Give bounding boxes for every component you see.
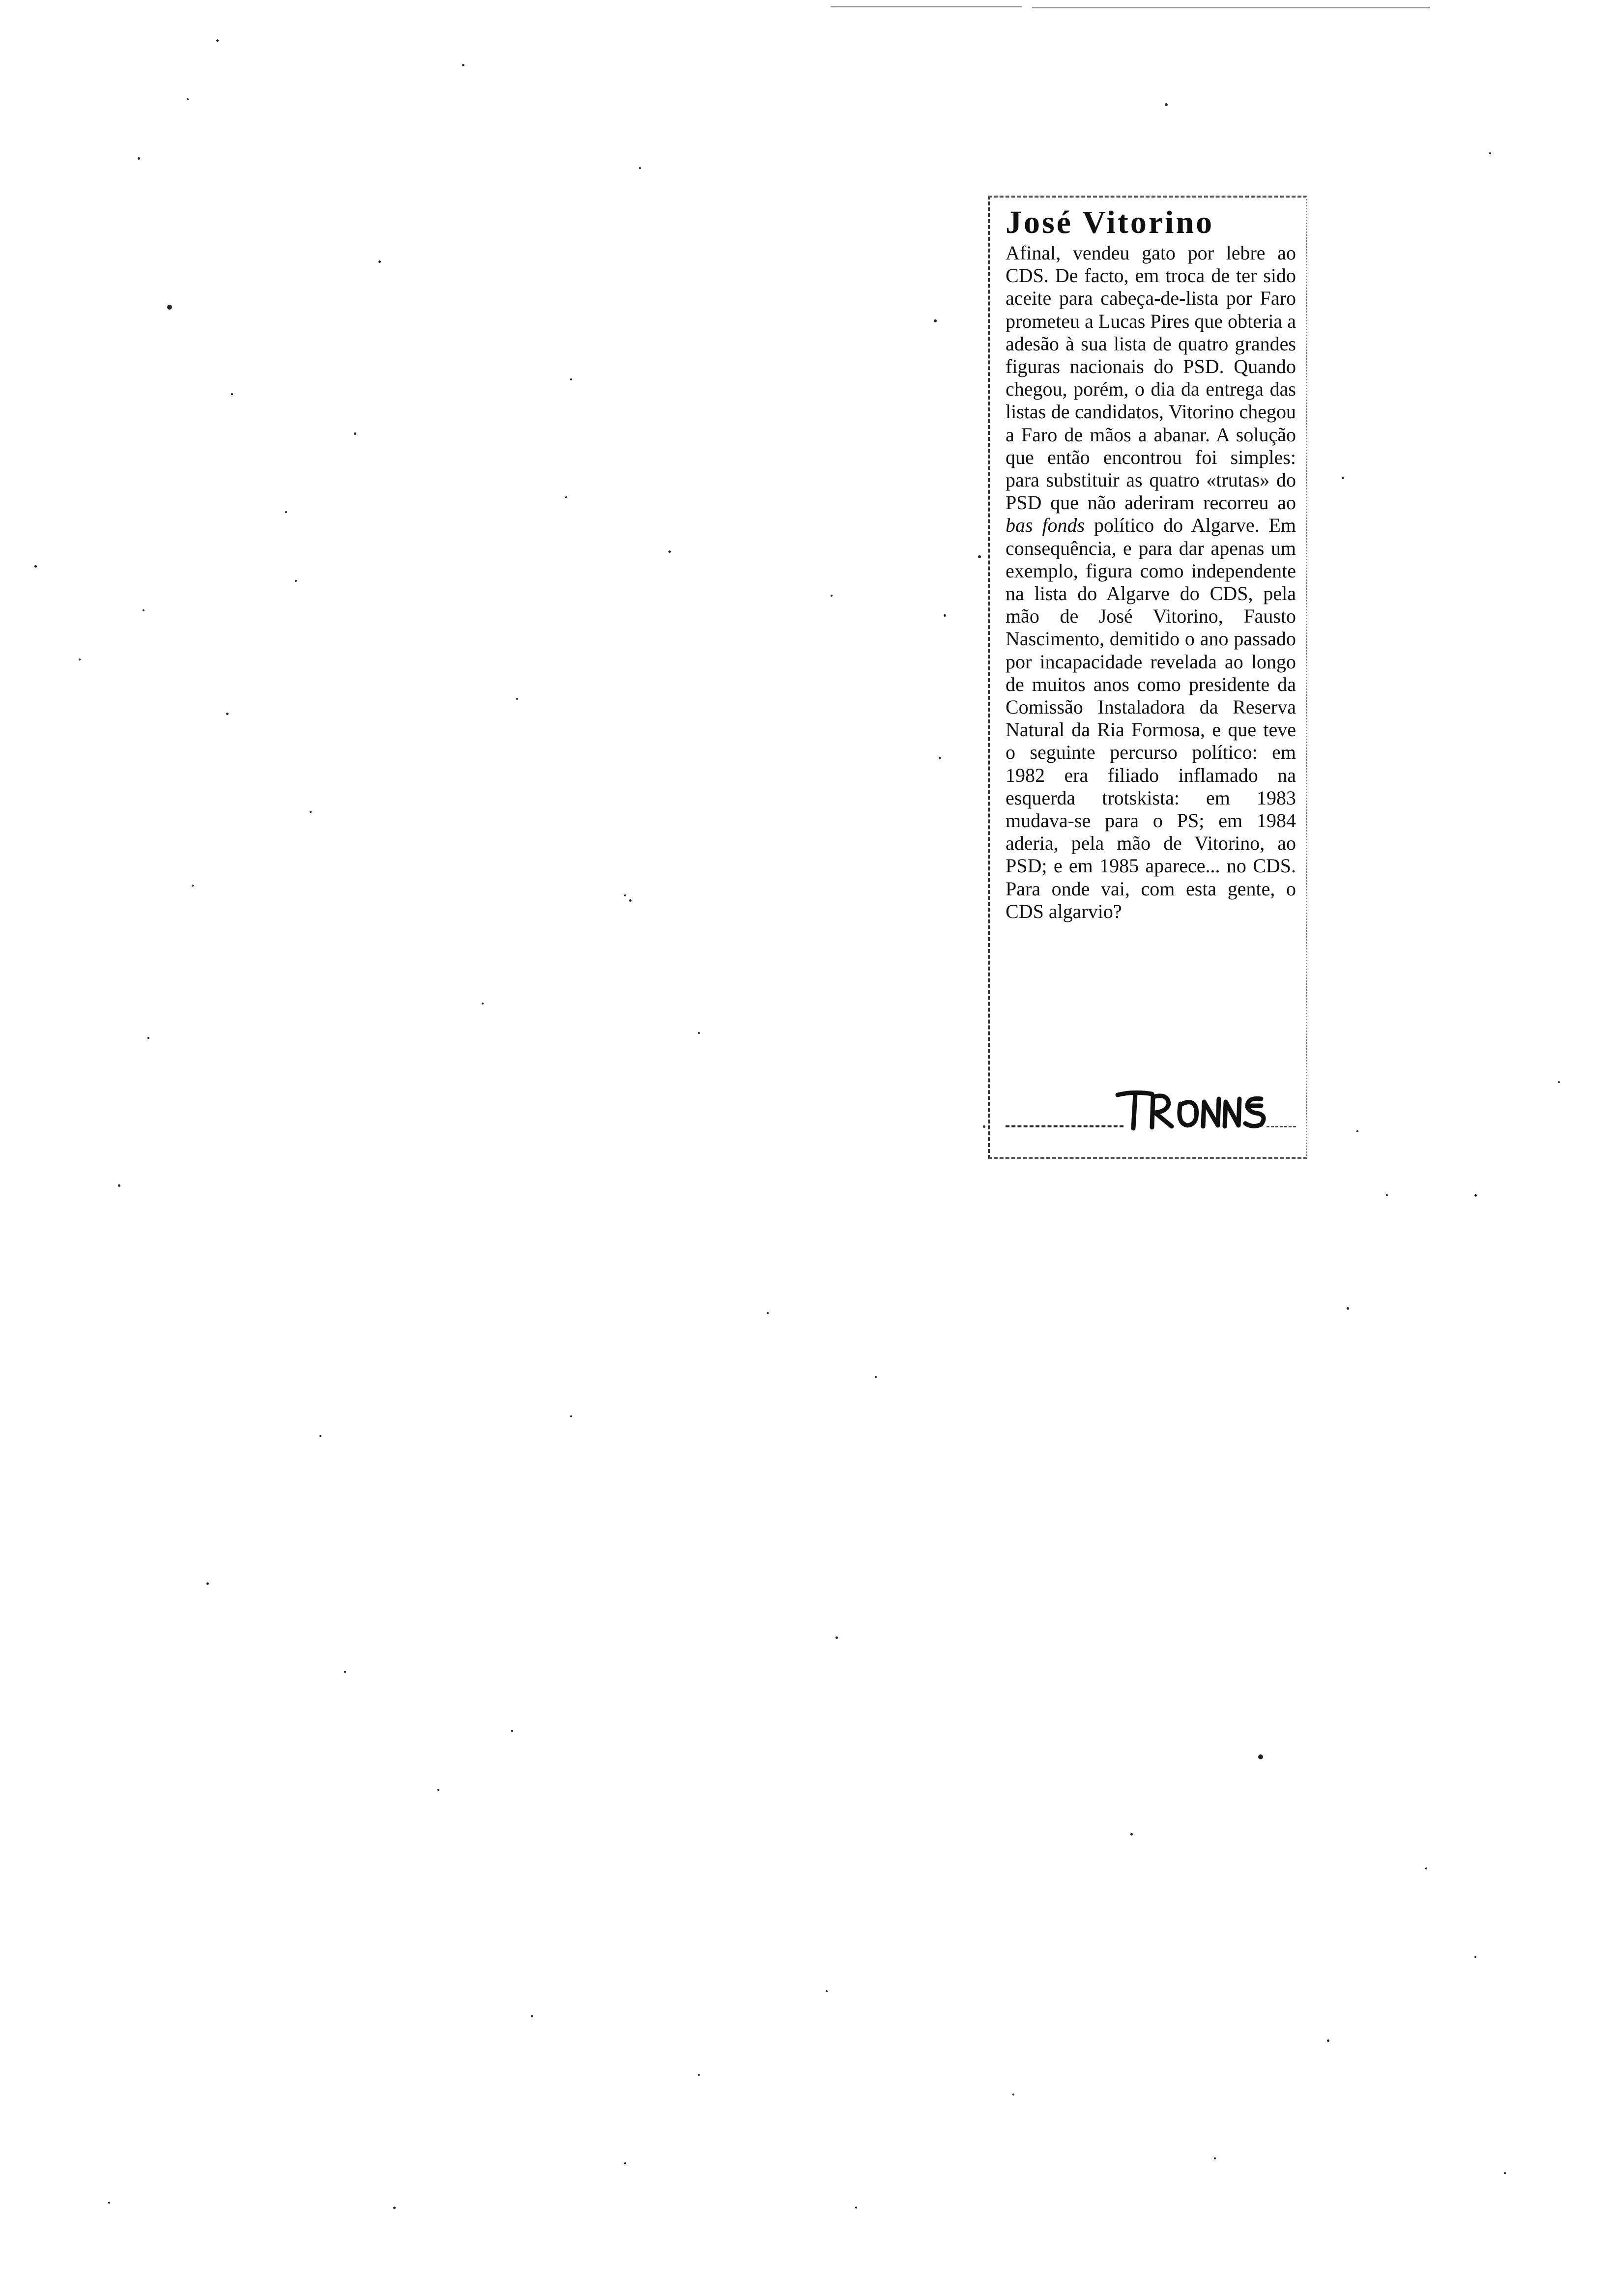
scan-speck (310, 811, 312, 813)
scan-speck (1130, 1833, 1133, 1836)
scan-speck (565, 496, 567, 498)
scan-speck (511, 1730, 513, 1732)
scan-speck (1474, 1956, 1476, 1958)
article-body-italic: bas fonds (1006, 514, 1085, 537)
scan-speck (668, 550, 671, 553)
scan-speck (187, 98, 189, 100)
scan-speck (1258, 1754, 1263, 1759)
article-body-part-2: político do Algarve. Em consequência, e para dar apenas um exemplo, figura como independente na lista do Algarve do CDS, pela mão de José Vitorino, Fausto Nascimento, demitido o ano passado por incapacidade revelada ao longo de muitos anos como presidente da Comissão Instaladora da Reserva Natural da Ria Formosa, e que teve o seguinte percurso político: em 1982 era filiado inflamado na esquerda trotskista: em 1983 mudava-se para o PS; em 1984 aderia, pela mão de Vitorino, ao PSD; e em 1985 aparece... no CDS. Para onde vai, com esta gente, o CDS algarvio? (1006, 514, 1296, 922)
scan-speck (939, 757, 941, 759)
scan-speck (875, 1376, 877, 1378)
scan-speck (319, 1435, 321, 1437)
scan-rule-right (1032, 7, 1430, 8)
scan-speck (1425, 1867, 1427, 1869)
scan-speck (629, 899, 632, 902)
scan-speck (767, 1312, 769, 1314)
scan-speck (206, 1582, 209, 1585)
scan-speck (167, 305, 172, 310)
scan-speck (698, 1032, 700, 1034)
scan-speck (978, 555, 981, 558)
article-body (1006, 242, 1296, 923)
scan-speck (226, 713, 229, 715)
scan-speck (570, 1415, 572, 1417)
scan-speck (393, 2207, 396, 2209)
scan-rule-left (831, 6, 1022, 7)
scan-speck (1558, 1081, 1560, 1083)
scan-speck (934, 319, 937, 322)
scan-speck (1356, 1130, 1358, 1132)
scan-speck (983, 1125, 985, 1128)
handwritten-signature (1114, 1084, 1281, 1133)
scan-speck (344, 1671, 346, 1673)
scan-speck (1342, 477, 1344, 479)
scan-speck (855, 2207, 857, 2209)
newspaper-clipping (988, 196, 1307, 1159)
scan-speck (831, 595, 833, 597)
scan-speck (826, 1990, 828, 1992)
scan-speck (34, 565, 37, 568)
scan-speck (1489, 152, 1491, 154)
scan-speck (944, 614, 946, 617)
scan-speck (231, 393, 233, 395)
scan-speck (143, 609, 144, 611)
scan-speck (216, 39, 219, 42)
signature-row (1006, 1088, 1296, 1142)
scan-speck (1214, 2157, 1216, 2159)
scan-speck (624, 2162, 626, 2164)
scan-speck (437, 1789, 439, 1791)
scan-speck (378, 260, 381, 263)
scan-speck (570, 378, 572, 380)
scan-speck (138, 157, 140, 160)
scan-speck (1327, 2039, 1329, 2042)
scan-speck (1347, 1307, 1349, 1310)
scan-speck (118, 1184, 120, 1187)
scan-speck (516, 698, 518, 700)
scan-speck (531, 2015, 533, 2017)
scan-speck (835, 1636, 838, 1639)
scan-speck (354, 432, 356, 435)
scan-speck (1386, 1194, 1388, 1196)
article-headline: José Vitorino (1006, 204, 1214, 240)
scan-speck (624, 894, 626, 896)
scan-speck (1165, 103, 1168, 106)
scan-speck (462, 64, 464, 66)
scan-speck (79, 659, 81, 660)
signature-dash-left (1006, 1125, 1123, 1127)
scan-speck (192, 885, 194, 887)
scan-speck (1504, 2172, 1506, 2174)
signature-dash-right (1267, 1126, 1296, 1127)
article-body-part-1: Afinal, vendeu gato por lebre ao CDS. De facto, em troca de ter sido aceite para cabeça-de-lista por Faro prometeu a Lucas Pires que obteria a adesão à sua lista de quatro grandes figuras nacionais do PSD. Quando chegou, porém, o dia da entrega das listas de candidatos, Vitorino chegou a Faro de mãos a abanar. A solução que então encontrou foi simples: para substituir as quatro «trutas» do PSD que não aderiram recorreu ao (1006, 242, 1296, 514)
scan-speck (482, 1003, 484, 1004)
scan-speck (1474, 1194, 1477, 1197)
scan-speck (108, 2202, 110, 2204)
scan-speck (698, 2074, 700, 2076)
scan-speck (147, 1037, 149, 1039)
scan-speck (639, 167, 641, 169)
scan-speck (285, 511, 287, 513)
scan-speck (1012, 2094, 1014, 2095)
scan-speck (295, 580, 297, 582)
